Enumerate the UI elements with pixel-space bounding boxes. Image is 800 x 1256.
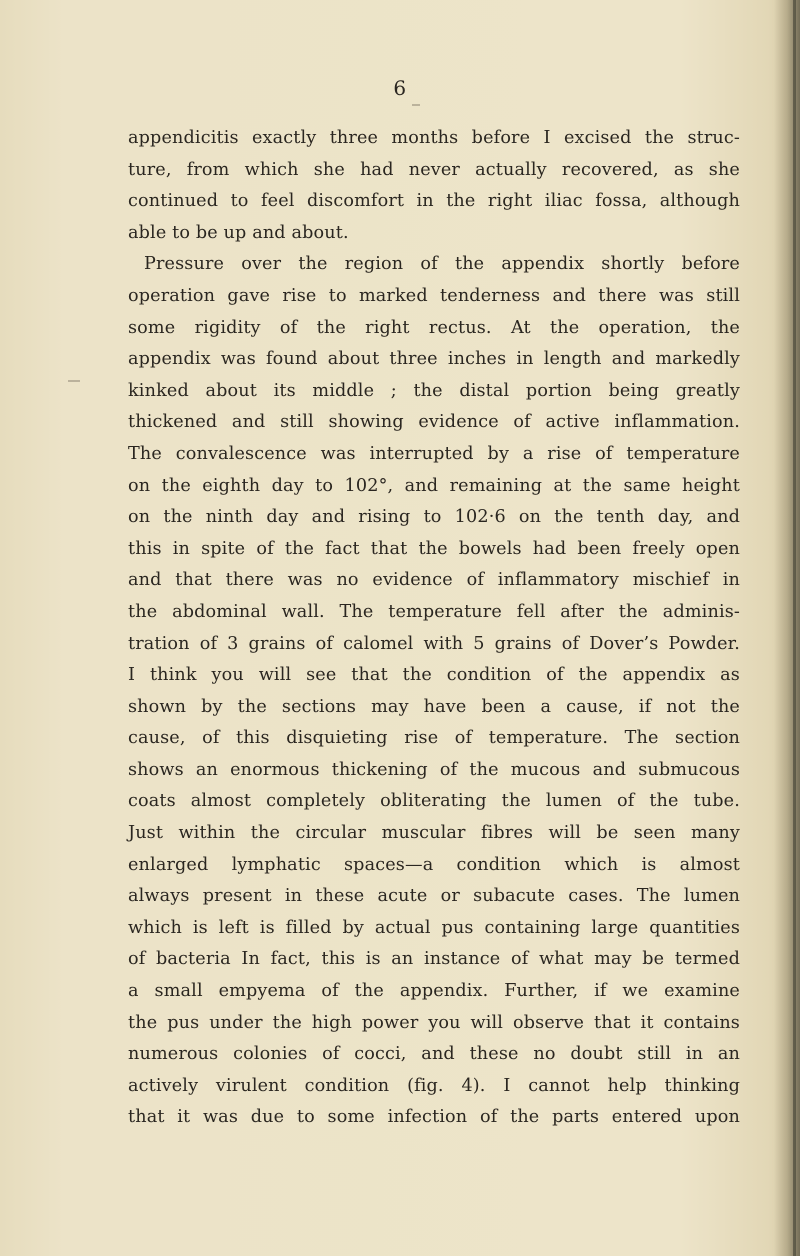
- text-line: shown by the sections may have been a cause, if not the: [128, 696, 740, 717]
- text-line: able to be up and about.: [128, 222, 349, 243]
- text-line: that it was due to some infection of the parts entered upon: [128, 1107, 740, 1128]
- page-edge-shadow: [774, 0, 800, 1256]
- text-line: enlarged lymphatic spaces—a condition which is almost: [128, 854, 740, 875]
- text-line: ture, from which she had never actually recovered, as she: [128, 159, 740, 180]
- text-line: I think you will see that the condition of the appendix as: [128, 665, 740, 686]
- text-line: always present in these acute or subacute cases. The lumen: [128, 886, 740, 907]
- text-line: cause, of this disquieting rise of temperature. The section: [128, 728, 740, 749]
- text-line: continued to feel discomfort in the right iliac fossa, although: [128, 191, 740, 212]
- text-line: and that there was no evidence of inflammatory mischief in: [128, 570, 740, 591]
- body-text: [128, 123, 740, 1134]
- text-line: some rigidity of the right rectus. At the operation, the: [128, 317, 740, 338]
- text-line: actively virulent condition (fig. 4). I cannot help thinking: [128, 1075, 740, 1096]
- text-line: on the eighth day to 102°, and remaining at the same height: [128, 475, 740, 496]
- text-line: shows an enormous thickening of the mucous and submucous: [128, 759, 740, 780]
- text-line: Just within the circular muscular fibres will be seen many: [128, 823, 740, 844]
- text-line: the abdominal wall. The temperature fell after the adminis-: [128, 601, 740, 622]
- paper-speck: [68, 380, 80, 382]
- text-line: kinked about its middle ; the distal portion being greatly: [128, 380, 740, 401]
- text-line: this in spite of the fact that the bowels had been freely open: [128, 538, 740, 559]
- text-line: a small empyema of the appendix. Further, if we examine: [128, 981, 740, 1002]
- text-line: numerous colonies of cocci, and these no doubt still in an: [128, 1044, 740, 1065]
- text-line: appendix was found about three inches in length and markedly: [128, 349, 740, 370]
- text-line: of bacteria In fact, this is an instance of what may be termed: [128, 949, 740, 970]
- text-line: coats almost completely obliterating the lumen of the tube.: [128, 791, 740, 812]
- text-line: tration of 3 grains of calomel with 5 grains of Dover’s Powder.: [128, 633, 740, 654]
- text-line: appendicitis exactly three months before I excised the struc-: [128, 128, 740, 148]
- text-line: operation gave rise to marked tenderness and there was still: [128, 285, 740, 306]
- text-line: Pressure over the region of the appendix shortly before: [144, 254, 740, 275]
- page-number: 6: [393, 76, 407, 100]
- text-line: on the ninth day and rising to 102·6 on the tenth day, and: [128, 507, 740, 528]
- text-line: the pus under the high power you will observe that it contains: [128, 1012, 740, 1033]
- page-edge-binding: [793, 0, 796, 1256]
- text-line: thickened and still showing evidence of active inflammation.: [128, 412, 740, 433]
- text-line: which is left is filled by actual pus containing large quantities: [128, 917, 740, 938]
- text-line: The convalescence was interrupted by a rise of temperature: [128, 443, 740, 464]
- paper-speck: [412, 104, 420, 106]
